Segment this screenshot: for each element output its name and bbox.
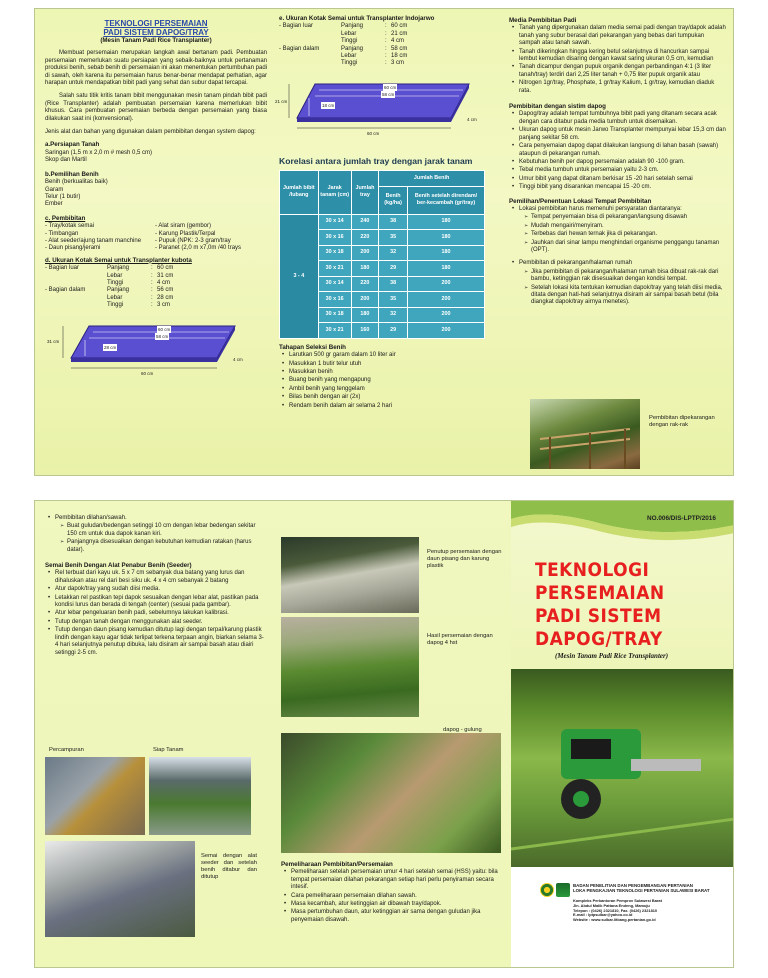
caption-penutup: Penutup persemaian dengan daun pisang dan karung plastik <box>427 549 502 569</box>
pemeliharaan-list <box>281 869 503 924</box>
cell: 200 <box>351 245 379 261</box>
list-item: • Ambil benih yang tenggelam <box>289 386 489 393</box>
cell: 30 x 21 <box>318 261 351 277</box>
address-line: Jln. Abdul Malik Pattana Endeng, Mamuju <box>573 902 650 908</box>
cell: : <box>385 30 387 37</box>
list-item: • Umur bibit yang dapat ditanam berkisar 15 -20 hari setelah semai <box>519 176 727 183</box>
tool-left: - Timbangan <box>45 230 79 237</box>
cell: 35 <box>379 230 408 246</box>
cell: : <box>151 279 153 286</box>
cell: 200 <box>408 307 485 323</box>
cell: Lebar <box>107 294 123 301</box>
heading-pemeliharaan: Pemeliharaan Pembibitan/Persemaian <box>281 861 393 868</box>
cell: : <box>385 60 387 67</box>
heading-media: Media Pembibitan Padi <box>509 17 577 24</box>
cell: 28 cm <box>157 294 174 301</box>
cover-subtitle: (Mesin Tanam Padi Rice Transplanter) <box>555 652 669 660</box>
cell: 220 <box>351 276 379 292</box>
address-line: Website : www.sulbar.litbang.pertanian.go.id <box>573 917 656 923</box>
sistim-list <box>509 111 727 191</box>
photo-dapog-gulung <box>281 733 501 853</box>
cell: 180 <box>408 214 485 230</box>
heading-seeder: Semai Benih Dengan Alat Penabur Benih (Seeder) <box>45 562 192 570</box>
cell: 180 <box>408 261 485 277</box>
list-item: ➢ Buat guludan/bedengan setinggi 10 cm dengan lebar bedengan sekitar 150 cm untuk dua dapok kanan kiri. <box>67 523 267 538</box>
cell <box>279 60 341 67</box>
kubota-size-table <box>45 265 267 309</box>
cell <box>279 38 341 45</box>
heading-ukuran-kubota: d. Ukuran Kotak Semai untuk Transplanter kubota <box>45 256 192 264</box>
cell: Panjang <box>107 265 130 272</box>
seleksi-list <box>279 352 489 410</box>
cell: 38 <box>379 276 408 292</box>
cell: 30 x 18 <box>318 245 351 261</box>
cell: 200 <box>408 276 485 292</box>
photo-percampuran <box>45 757 145 835</box>
list-item: • Tanah dicampur dengan pupuk organik dengan perbandingan 4:1 (3 liter tanah/tray) terdiri dari 2,25 liter tanah + 0,75 liter pupuk organik atau <box>519 64 727 79</box>
indojarwo-size-table <box>279 23 489 67</box>
cell: Tinggi <box>341 38 358 45</box>
brochure-outside-page <box>34 500 734 968</box>
cell: : <box>385 53 387 60</box>
correlation-table <box>279 170 485 339</box>
lokasi-sublist <box>509 214 727 254</box>
column-pemeliharaan <box>281 861 503 925</box>
balitbangtan-logo <box>540 883 554 897</box>
cell: 200 <box>351 292 379 308</box>
tool-right: - Pupuk (NPK: 2-3 gram/tray <box>155 237 231 244</box>
cell: - Bagian luar <box>45 265 80 272</box>
column-intro <box>45 19 267 390</box>
list-item: ➢ Jika pembibitan di pekarangan/halaman rumah bisa dibuat rak-rak dari bambu, ketinggian rak disesuaikan dengan kondisi tempat. <box>531 269 727 284</box>
list-item: ➢ Tempat penyemaian bisa di pekarangan/langsung disawah <box>531 214 727 221</box>
cell: : <box>151 272 153 279</box>
cell: 38 <box>379 214 408 230</box>
list-item: ➢ Setelah lokasi kita tentukan kemudian dapok/tray yang telah diisi media, ditata dengan hati-hati selanjutnya disiram air sampai basah betul (bila diangkat dapok/tray airnya menetes). <box>531 285 727 307</box>
column-media <box>509 17 727 308</box>
cell: Tinggi <box>341 60 358 67</box>
cell: : <box>385 23 387 30</box>
list-item: • Pemeliharaan setelah persemaian umur 4 hari setelah semai (HSS) yaitu: bila tempat persemaian dilahan pekarangan setiap hari perlu penyiraman secara intesif. <box>291 869 503 891</box>
col-header: Jumlah tray <box>351 170 379 214</box>
indojarwo-tray-diagram <box>275 74 489 152</box>
line: Ember <box>45 201 63 208</box>
cell: Tinggi <box>107 279 124 286</box>
dim-label: 28 cm <box>104 344 117 350</box>
cell: 32 <box>379 245 408 261</box>
list-item: • Tebal media tumbuh untuk persemaian yaitu 2-3 cm. <box>519 167 727 174</box>
dim-label: 31 cm <box>47 338 60 344</box>
cell: Panjang <box>107 287 130 294</box>
cover-title-line: DAPOG/TRAY <box>535 629 663 650</box>
list-item: • Pembibitan di pekarangan/halaman rumah <box>519 260 727 267</box>
dim-label: 60 cm <box>158 326 171 332</box>
sawah-sublist <box>45 523 267 554</box>
line: Telur (1 butir) <box>45 193 81 200</box>
cell: 30 x 16 <box>318 230 351 246</box>
photo-caption: Pembibitan dipekarangan dengan rak-rak <box>649 415 715 428</box>
tray-drawing <box>45 318 265 390</box>
caption-seeder: Semai dengan alat seeder dan setelah benih ditabur dan ditutup <box>201 853 257 880</box>
cell: 58 cm <box>391 45 408 52</box>
list-item: • Tutup dengan tanah dengan menggunakan alat seeder. <box>55 619 267 626</box>
photo-siap-tanam <box>149 757 251 835</box>
dim-label: 60 cm <box>141 370 154 376</box>
list-item: • Tanah dikeringkan hingga kering betul selanjutnya di hancurkan sampai lembut kemudian disaring dengan kawat saring ukuran 0,5 cm, kemudian <box>519 49 727 64</box>
caption-percampuran: Percampuran <box>49 747 84 753</box>
list-item: • Pembibitan dilahan/sawah. <box>55 515 267 522</box>
list-item: • Tinggi bibit yang disarankan mencapai 15 -20 cm. <box>519 184 727 191</box>
photo-hasil <box>281 617 419 717</box>
cell: : <box>151 287 153 294</box>
cell: 3 cm <box>157 302 171 309</box>
cell: 4 cm <box>157 279 171 286</box>
cell <box>45 273 107 280</box>
cell: 160 <box>351 323 379 339</box>
cell: - Bagian dalam <box>279 45 320 52</box>
cell: 3 cm <box>391 60 405 67</box>
list-item: • Nitrogen 1gr/tray, Phosphate, 1 gr/tray Kalium, 1 gr/tray, kemudian diaduk rata. <box>519 80 727 95</box>
dim-label: 21 cm <box>275 98 288 104</box>
institution-line: LOKA PENGKAJIAN TEKNOLOGI PERTANIAN SULAWESI BARAT <box>573 888 710 894</box>
cell: Panjang <box>341 23 364 30</box>
list-item: • Masa kecambah, atur ketinggian air dibawah tray/dapok. <box>291 901 503 908</box>
group-cell: 3 - 4 <box>280 214 319 338</box>
media-list <box>509 25 727 95</box>
cover-title-line: TEKNOLOGI <box>535 560 650 581</box>
cell: 30 x 16 <box>318 292 351 308</box>
list-item: • Buang benih yang mengapung <box>289 377 489 384</box>
col-header: Jumlah bibit /lubang <box>280 170 319 214</box>
transplanter-sketch <box>511 669 734 867</box>
brochure-inside-page <box>34 8 734 476</box>
cell: 180 <box>351 261 379 277</box>
tools-intro: Jenis alat dan bahan yang digunakan dalam pembibitan dengan system dapog: <box>45 129 256 136</box>
col-header: Jumlah Benih <box>379 170 485 186</box>
cell <box>279 31 341 38</box>
pekarangan-list <box>509 260 727 267</box>
institution-name <box>573 883 733 894</box>
heading-pemilihan-benih: b.Pemilihan Benih <box>45 170 99 178</box>
cell: 35 <box>379 292 408 308</box>
cell <box>45 280 107 287</box>
cell: 21 cm <box>391 30 408 37</box>
cell: 180 <box>408 230 485 246</box>
tool-right: - Alat siram (gembor) <box>155 223 212 230</box>
cell: 29 <box>379 323 408 339</box>
list-item: • Atur dapok/tray yang sudah diisi media. <box>55 586 267 593</box>
list-item: • Tanah yang dipergunakan dalam media semai padi dengan tray/dapok adalah tanah yang subur berasal dari pekarangan yang bebas dari tumpukan sampah atau tanah sawah. <box>519 25 727 47</box>
cell: 200 <box>408 323 485 339</box>
column-sawah <box>45 515 267 658</box>
dim-label: 4 cm <box>467 116 477 122</box>
correlation-table-title: Korelasi antara jumlah tray dengan jarak tanam <box>279 155 473 166</box>
heading-seleksi-benih: Tahapan Seleksi Benih <box>279 343 346 351</box>
list-item: • Ukuran dapog untuk mesin Jarwo Transplanter mempunyai lebar 15,3 cm dan panjang sekitar 58 cm. <box>519 127 727 142</box>
list-item: • Letakkan rel pastikan tepi dapok sesuaikan dengan lebar alat, pastikan pada kondisi lurus dan berada di tengah (center) (sesuai pada gambar). <box>55 595 267 610</box>
title-line-1: TEKNOLOGI PERSEMAIAN <box>104 19 208 28</box>
cell: 240 <box>351 214 379 230</box>
cell <box>45 302 107 309</box>
cell: Panjang <box>341 45 364 52</box>
cell: 180 <box>408 245 485 261</box>
tool-left: - Tray/kotak semai <box>45 223 95 230</box>
institution-line: BADAN PENELITIAN DAN PENGEMBANGAN PERTANIAN <box>573 883 693 888</box>
cell: : <box>151 265 153 272</box>
dim-label: 58 cm <box>382 91 395 97</box>
title-line-2: PADI SISTEM DAPOG/TRAY <box>103 28 209 37</box>
col-header: Benih setelah direndam/ ber-kecambah (gr/tray) <box>408 186 485 214</box>
cell: 30 x 14 <box>318 276 351 292</box>
col-header: Benih (kg/ha) <box>379 186 408 214</box>
dim-label: 60 cm <box>384 84 397 90</box>
cell <box>279 53 341 60</box>
tool-right: - Paranet (2,0 m x7,0m /40 trays <box>155 245 242 252</box>
heading-pembibitan: c. Pembibitan <box>45 214 86 222</box>
subtitle: (Mesin Tanam Padi Rice Transplanter) <box>100 37 212 44</box>
lokasi-list <box>509 206 727 213</box>
cell: 60 cm <box>391 23 408 30</box>
pekarangan-sublist <box>509 269 727 307</box>
list-item: ➢ Jauhkan dari sinar lampu menghindari organisme penggangu tanaman (OPT). <box>531 240 727 255</box>
address-line: E-mail : lptpsulbar@yahoo.co.id <box>573 912 633 918</box>
list-item: • Lokasi pembibitan harus memenuhi persyaratan diantaranya: <box>519 206 727 213</box>
address-line: Kompleks Perkantoran Pemprov Sulawesi Barat <box>573 898 662 903</box>
list-item: ➢ Panjangnya disesuaikan dengan kebutuhan kemudian ratakan (harus datar). <box>67 539 267 554</box>
contact-address <box>573 899 733 923</box>
cover-title-line: PERSEMAIAN <box>535 583 665 604</box>
list-item: • Atur lebar pengeluaran benih padi, sebelumnya lakukan kalibrasi. <box>55 610 267 617</box>
cell: 56 cm <box>157 287 174 294</box>
line: Skop dan Martil <box>45 157 87 164</box>
tool-left: - Daun pisang/jerami <box>45 245 101 252</box>
line: Benih (berkualitas baik) <box>45 179 108 186</box>
cell: Lebar <box>341 53 357 60</box>
dim-label: 58 cm <box>156 333 169 339</box>
cell: 18 cm <box>391 53 408 60</box>
cell: Lebar <box>107 272 123 279</box>
cell: - Bagian luar <box>279 23 314 30</box>
list-item: • Rel terbuat dari kayu uk. 5 x 7 cm sebanyak dua batang yang lurus dan dihaluskan atau rel dari besi siku uk. 4 x 4 cm sebanyak 2 batang <box>55 570 267 585</box>
table-row <box>280 214 485 230</box>
publication-code: NO.006/DIS-LPTP/2016 <box>647 515 716 522</box>
cell: 4 cm <box>391 38 405 45</box>
list-item: ➢ Mudah mengairi/menyiram. <box>531 223 727 230</box>
cell: : <box>385 45 387 52</box>
heading-sistim-dapog: Pembibitan dengan sistim dapog <box>509 103 606 111</box>
photo-penutup <box>281 537 419 613</box>
cell: 180 <box>351 307 379 323</box>
cell: Tinggi <box>107 302 124 309</box>
cell: - Bagian dalam <box>45 287 86 294</box>
cell: Lebar <box>341 30 357 37</box>
dim-label: 60 cm <box>367 130 380 136</box>
list-item: ➢ Terbebas dari hewan ternak jika di pekarangan. <box>531 231 727 238</box>
cell: : <box>151 302 153 309</box>
list-item: • Masukkan 1 butir telur utuh <box>289 361 489 368</box>
cell: 30 x 21 <box>318 323 351 339</box>
sawah-list <box>45 515 267 522</box>
dim-label: 4 cm <box>233 356 243 362</box>
tool-list <box>45 223 267 253</box>
caption-hasil: Hasil persemaian dengan dapog 4 hst <box>427 633 493 646</box>
heading-lokasi: Pemilihan/Penentuan Lokasi Tempat Pembibitan <box>509 197 652 205</box>
col-header: Jarak tanam (cm) <box>318 170 351 214</box>
cell: 30 x 14 <box>318 214 351 230</box>
agency-logo <box>556 883 570 897</box>
list-item: • Dapog/tray adalah tempat tumbuhnya bibit padi yang ditanam secara acak dengan cara ditabur pada media tumbuh untuk disemaikan. <box>519 111 727 126</box>
kubota-tray-diagram <box>45 318 267 390</box>
list-item: • Larutkan 500 gr garam dalam 10 liter air <box>289 352 489 359</box>
cell: 32 <box>379 307 408 323</box>
critical-point-paragraph: Salah satu titik kritis tanam bibit menggunakan mesin tanam pindah bibit padi (Rice Transplanter) adalah pembuatan persemaian karena memerlukan bibit khusus. Cara pembuatan persemaian berbeda dengan persemaian yang biasa dilakukan saat ini (konvensional). <box>45 93 267 122</box>
list-item: • Cara penyemaian dapog dapat dilakukan langsung di lahan basah (sawah) ataupun di pekarangan rumah. <box>519 143 727 158</box>
list-item: • Masa pertumbuhan daun, atur ketinggian air sama dengan guludan jika penyemaian disawah. <box>291 909 503 924</box>
address-line: Telepon : (0426) 2321810, Fax. (0426) 2321810 <box>573 907 658 913</box>
cell: 29 <box>379 261 408 277</box>
list-item: • Rendam benih dalam air selama 2 hari <box>289 403 489 410</box>
list-item: • Tutup dengan daun pisang kemudian ditutup lagi dengan terpal/karung plastik lindih dengan kayu agar tidak terlipat terkena terpaan angin, biarkan selama 3-4 hari selanjutnya penutup dibuka, lalu disiram air sampai basah atau diairi setinggi 2-5 cm. <box>55 627 267 657</box>
heading-ukuran-indojarwo: e. Ukuran Kotak Semai untuk Transplanter Indojarwo <box>279 15 435 22</box>
column-indojarwo <box>275 15 489 411</box>
rack-sketch <box>530 399 640 469</box>
photo-rak-bambu <box>530 399 640 469</box>
list-item: • Cara pemeliharaan persemaian dilahan sawah. <box>291 893 503 900</box>
line: Saringan (1,5 m x 2,0 m # mesh 0,5 cm) <box>45 149 153 156</box>
cell: 30 x 18 <box>318 307 351 323</box>
cell <box>45 295 107 302</box>
cover-wave-decoration <box>511 501 734 561</box>
list-item: • Bilas benih dengan air (2x) <box>289 394 489 401</box>
line: Garam <box>45 186 64 193</box>
cover-title-line: PADI SISTEM <box>535 606 662 627</box>
cell: : <box>151 294 153 301</box>
intro-paragraph: Membuat persemaian merupakan langkah awal bertanam padi. Pembuatan persemaian memerlukan suatu persiapan yang sebaik-baiknya untuk pertanaman produksi benih, sebab benih di persemaian ini akan menentukan pertumbuhan padi di sawah, oleh karena itu persemaian harus benar-benar mendapat perhatian, agar harapan untuk mendapatkan bibit padi yang sehat dan subur dapat tercapai. <box>45 50 267 87</box>
cell: 31 cm <box>157 272 174 279</box>
tool-right: - Karung Plastik/Terpal <box>155 230 216 237</box>
dim-label: 18 cm <box>322 102 335 108</box>
cell: 60 cm <box>157 265 174 272</box>
seeder-list <box>45 570 267 656</box>
photo-rice-transplanter <box>511 669 734 867</box>
list-item: • Kebutuhan benih per dapog persemaian adalah 90 -100 gram. <box>519 159 727 166</box>
list-item: • Masukkan benih <box>289 369 489 376</box>
caption-siap-tanam: Siap Tanam <box>153 747 184 753</box>
heading-persiapan-tanah: a.Persiapan Tanah <box>45 141 100 149</box>
cell: : <box>385 38 387 45</box>
tool-left: - Alat seeder/ajung tanam manchine <box>45 237 142 244</box>
photo-seeder <box>45 841 195 937</box>
cover-title <box>535 559 719 651</box>
caption-gulung: dapog - gulung <box>443 727 482 733</box>
cell: 200 <box>408 292 485 308</box>
cell: 220 <box>351 230 379 246</box>
